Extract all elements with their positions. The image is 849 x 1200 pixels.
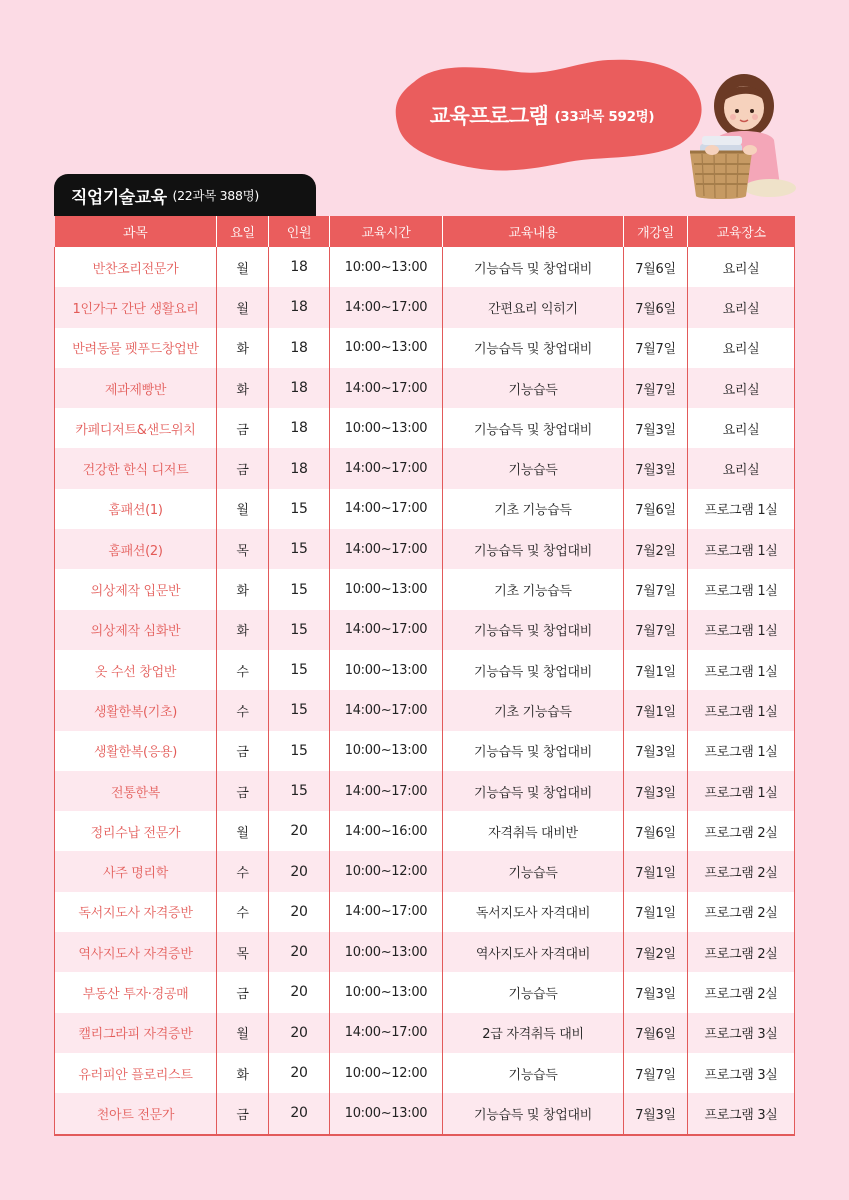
cell-time: 10:00~13:00	[330, 569, 443, 609]
cell-course: 사주 명리학	[55, 851, 217, 891]
banner-title: 교육프로그램	[429, 104, 549, 128]
header-day: 요일	[217, 216, 269, 247]
cell-capacity: 20	[269, 1053, 330, 1093]
table-row	[55, 811, 795, 851]
cell-day: 수	[217, 851, 269, 891]
cell-location: 프로그램 1실	[688, 569, 795, 609]
cell-time: 10:00~13:00	[330, 972, 443, 1012]
course-schedule-table	[54, 216, 795, 1136]
cell-capacity: 18	[269, 247, 330, 287]
cell-content: 기능습득 및 창업대비	[443, 610, 624, 650]
cell-day: 목	[217, 529, 269, 569]
cell-location: 프로그램 1실	[688, 731, 795, 771]
table-row	[55, 328, 795, 368]
cell-time: 10:00~12:00	[330, 1053, 443, 1093]
cell-location: 요리실	[688, 328, 795, 368]
table-row	[55, 731, 795, 771]
cell-location: 프로그램 3실	[688, 1013, 795, 1053]
cell-course: 옷 수선 창업반	[55, 650, 217, 690]
cell-capacity: 15	[269, 690, 330, 730]
cell-capacity: 15	[269, 650, 330, 690]
cell-capacity: 15	[269, 529, 330, 569]
cell-location: 프로그램 2실	[688, 811, 795, 851]
table-row	[55, 408, 795, 448]
cell-capacity: 20	[269, 932, 330, 972]
cell-time: 14:00~16:00	[330, 811, 443, 851]
cell-capacity: 20	[269, 1013, 330, 1053]
cell-course: 전통한복	[55, 771, 217, 811]
cell-time: 14:00~17:00	[330, 489, 443, 529]
cell-day: 화	[217, 368, 269, 408]
table-row	[55, 771, 795, 811]
cell-location: 프로그램 2실	[688, 972, 795, 1012]
cell-capacity: 20	[269, 851, 330, 891]
cell-course: 생활한복(기초)	[55, 690, 217, 730]
cell-content: 기능습득	[443, 368, 624, 408]
cell-start-date: 7월6일	[624, 1013, 688, 1053]
cell-time: 10:00~13:00	[330, 650, 443, 690]
table-row	[55, 287, 795, 327]
table-row	[55, 610, 795, 650]
cell-content: 역사지도사 자격대비	[443, 932, 624, 972]
cell-capacity: 18	[269, 287, 330, 327]
cell-start-date: 7월6일	[624, 811, 688, 851]
cell-time: 14:00~17:00	[330, 690, 443, 730]
cell-start-date: 7월7일	[624, 328, 688, 368]
cell-capacity: 20	[269, 972, 330, 1012]
cell-content: 독서지도사 자격대비	[443, 892, 624, 932]
cell-time: 14:00~17:00	[330, 448, 443, 488]
cell-day: 수	[217, 690, 269, 730]
cell-start-date: 7월7일	[624, 368, 688, 408]
table-row	[55, 368, 795, 408]
cell-course: 유러피안 플로리스트	[55, 1053, 217, 1093]
cell-time: 14:00~17:00	[330, 529, 443, 569]
cell-day: 월	[217, 489, 269, 529]
cell-day: 금	[217, 1093, 269, 1134]
cell-day: 월	[217, 287, 269, 327]
cell-course: 반찬조리전문가	[55, 247, 217, 287]
cell-start-date: 7월7일	[624, 569, 688, 609]
cell-time: 14:00~17:00	[330, 368, 443, 408]
cell-content: 기능습득 및 창업대비	[443, 247, 624, 287]
cell-content: 기능습득	[443, 851, 624, 891]
cell-day: 금	[217, 408, 269, 448]
cell-content: 간편요리 익히기	[443, 287, 624, 327]
cell-time: 10:00~13:00	[330, 408, 443, 448]
cell-time: 10:00~13:00	[330, 247, 443, 287]
woman-with-laundry-basket-illustration	[688, 70, 800, 206]
cell-start-date: 7월2일	[624, 529, 688, 569]
cell-day: 수	[217, 650, 269, 690]
table-row	[55, 892, 795, 932]
header-capacity: 인원	[269, 216, 330, 247]
cell-location: 프로그램 3실	[688, 1053, 795, 1093]
cell-day: 월	[217, 1013, 269, 1053]
cell-start-date: 7월6일	[624, 287, 688, 327]
cell-content: 기초 기능습득	[443, 569, 624, 609]
cell-day: 화	[217, 328, 269, 368]
cell-content: 기초 기능습득	[443, 489, 624, 529]
cell-content: 기능습득 및 창업대비	[443, 1093, 624, 1134]
table-row	[55, 448, 795, 488]
header-location: 교육장소	[688, 216, 795, 247]
cell-course: 의상제작 입문반	[55, 569, 217, 609]
cell-course: 독서지도사 자격증반	[55, 892, 217, 932]
cell-capacity: 20	[269, 811, 330, 851]
cell-time: 14:00~17:00	[330, 287, 443, 327]
cell-location: 요리실	[688, 287, 795, 327]
cell-course: 생활한복(응용)	[55, 731, 217, 771]
cell-start-date: 7월3일	[624, 972, 688, 1012]
cell-location: 프로그램 2실	[688, 892, 795, 932]
cell-time: 14:00~17:00	[330, 610, 443, 650]
section-subtitle: (22과목 388명)	[172, 188, 259, 203]
cell-content: 기능습득	[443, 448, 624, 488]
cell-course: 정리수납 전문가	[55, 811, 217, 851]
cell-location: 프로그램 1실	[688, 529, 795, 569]
program-banner	[392, 56, 732, 174]
cell-course: 홈패션(2)	[55, 529, 217, 569]
table-header-row	[55, 216, 795, 247]
cell-start-date: 7월1일	[624, 650, 688, 690]
cell-capacity: 15	[269, 731, 330, 771]
section-tab	[54, 174, 316, 216]
cell-content: 기능습득 및 창업대비	[443, 408, 624, 448]
cell-day: 화	[217, 610, 269, 650]
cell-time: 10:00~13:00	[330, 932, 443, 972]
cell-day: 화	[217, 1053, 269, 1093]
header-time: 교육시간	[330, 216, 443, 247]
cell-start-date: 7월7일	[624, 610, 688, 650]
banner-subtitle: (33과목 592명)	[554, 109, 655, 125]
cell-course: 캘리그라피 자격증반	[55, 1013, 217, 1053]
cell-start-date: 7월3일	[624, 1093, 688, 1134]
cell-start-date: 7월6일	[624, 247, 688, 287]
table-row	[55, 569, 795, 609]
cell-location: 프로그램 1실	[688, 650, 795, 690]
cell-course: 역사지도사 자격증반	[55, 932, 217, 972]
header-start-date: 개강일	[624, 216, 688, 247]
cell-content: 2급 자격취득 대비	[443, 1013, 624, 1053]
table-row	[55, 489, 795, 529]
cell-time: 10:00~13:00	[330, 1093, 443, 1134]
table-row	[55, 650, 795, 690]
cell-capacity: 18	[269, 328, 330, 368]
table-row	[55, 1093, 795, 1134]
cell-time: 10:00~13:00	[330, 731, 443, 771]
header-content: 교육내용	[443, 216, 624, 247]
cell-capacity: 18	[269, 448, 330, 488]
cell-day: 금	[217, 731, 269, 771]
cell-start-date: 7월3일	[624, 771, 688, 811]
table-row	[55, 247, 795, 287]
cell-content: 기초 기능습득	[443, 690, 624, 730]
cell-course: 건강한 한식 디저트	[55, 448, 217, 488]
table-body	[55, 247, 795, 1135]
cell-time: 14:00~17:00	[330, 771, 443, 811]
cell-start-date: 7월1일	[624, 851, 688, 891]
cell-location: 프로그램 1실	[688, 771, 795, 811]
header-course: 과목	[55, 216, 217, 247]
cell-day: 월	[217, 247, 269, 287]
cell-course: 의상제작 심화반	[55, 610, 217, 650]
banner-text	[392, 56, 692, 174]
cell-start-date: 7월1일	[624, 690, 688, 730]
table-row	[55, 932, 795, 972]
cell-course: 천아트 전문가	[55, 1093, 217, 1134]
cell-day: 금	[217, 972, 269, 1012]
cell-content: 자격취득 대비반	[443, 811, 624, 851]
cell-capacity: 15	[269, 569, 330, 609]
cell-capacity: 15	[269, 610, 330, 650]
cell-content: 기능습득	[443, 972, 624, 1012]
cell-content: 기능습득 및 창업대비	[443, 328, 624, 368]
table-row	[55, 1013, 795, 1053]
cell-capacity: 15	[269, 489, 330, 529]
cell-content: 기능습득 및 창업대비	[443, 650, 624, 690]
cell-day: 목	[217, 932, 269, 972]
cell-content: 기능습득 및 창업대비	[443, 731, 624, 771]
cell-day: 금	[217, 448, 269, 488]
cell-course: 홈패션(1)	[55, 489, 217, 529]
cell-location: 요리실	[688, 247, 795, 287]
cell-location: 프로그램 2실	[688, 932, 795, 972]
cell-course: 제과제빵반	[55, 368, 217, 408]
cell-content: 기능습득 및 창업대비	[443, 529, 624, 569]
table-row	[55, 1053, 795, 1093]
cell-time: 10:00~12:00	[330, 851, 443, 891]
cell-time: 14:00~17:00	[330, 1013, 443, 1053]
cell-day: 금	[217, 771, 269, 811]
cell-day: 수	[217, 892, 269, 932]
cell-time: 14:00~17:00	[330, 892, 443, 932]
table-row	[55, 972, 795, 1012]
cell-location: 프로그램 2실	[688, 851, 795, 891]
cell-content: 기능습득 및 창업대비	[443, 771, 624, 811]
table-row	[55, 851, 795, 891]
table-row	[55, 529, 795, 569]
section-title: 직업기술교육	[71, 187, 167, 208]
cell-start-date: 7월7일	[624, 1053, 688, 1093]
cell-location: 요리실	[688, 448, 795, 488]
cell-course: 1인가구 간단 생활요리	[55, 287, 217, 327]
cell-start-date: 7월3일	[624, 408, 688, 448]
cell-capacity: 18	[269, 408, 330, 448]
cell-course: 부동산 투자·경공매	[55, 972, 217, 1012]
cell-start-date: 7월3일	[624, 731, 688, 771]
cell-time: 10:00~13:00	[330, 328, 443, 368]
table-row	[55, 690, 795, 730]
cell-start-date: 7월3일	[624, 448, 688, 488]
cell-location: 프로그램 1실	[688, 489, 795, 529]
cell-start-date: 7월6일	[624, 489, 688, 529]
cell-capacity: 20	[269, 892, 330, 932]
cell-location: 프로그램 3실	[688, 1093, 795, 1134]
cell-start-date: 7월2일	[624, 932, 688, 972]
cell-capacity: 20	[269, 1093, 330, 1134]
cell-capacity: 15	[269, 771, 330, 811]
cell-course: 카페디저트&샌드위치	[55, 408, 217, 448]
cell-course: 반려동물 펫푸드창업반	[55, 328, 217, 368]
cell-capacity: 18	[269, 368, 330, 408]
cell-location: 프로그램 1실	[688, 610, 795, 650]
cell-day: 월	[217, 811, 269, 851]
cell-start-date: 7월1일	[624, 892, 688, 932]
cell-location: 요리실	[688, 368, 795, 408]
cell-day: 화	[217, 569, 269, 609]
cell-location: 요리실	[688, 408, 795, 448]
cell-location: 프로그램 1실	[688, 690, 795, 730]
cell-content: 기능습득	[443, 1053, 624, 1093]
